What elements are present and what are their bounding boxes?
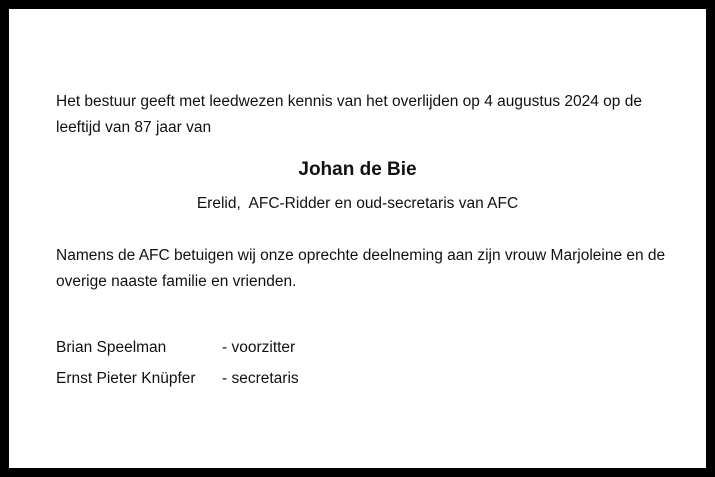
signatory-name: Brian Speelman (56, 339, 167, 356)
signatory-role: - voorzitter (222, 339, 296, 356)
honorary-titles: Erelid, AFC-Ridder en oud-secretaris van AFC (196, 195, 519, 212)
signatory-row (56, 367, 456, 391)
signatory-role: - secretaris (222, 370, 299, 387)
deceased-name: Johan de Bie (298, 159, 417, 180)
announcement-card (9, 9, 706, 468)
intro-text: Het bestuur geeft met leedwezen kennis van het overlijden op 4 augustus 2024 op de leeftijd van 87 jaar van (56, 93, 642, 136)
signatory-row (56, 336, 456, 360)
condolence-text: Namens de AFC betuigen wij onze oprechte deelneming aan zijn vrouw Marjoleine en de overige naaste familie en vrienden. (56, 247, 666, 290)
signatory-name: Ernst Pieter Knüpfer (56, 370, 196, 387)
